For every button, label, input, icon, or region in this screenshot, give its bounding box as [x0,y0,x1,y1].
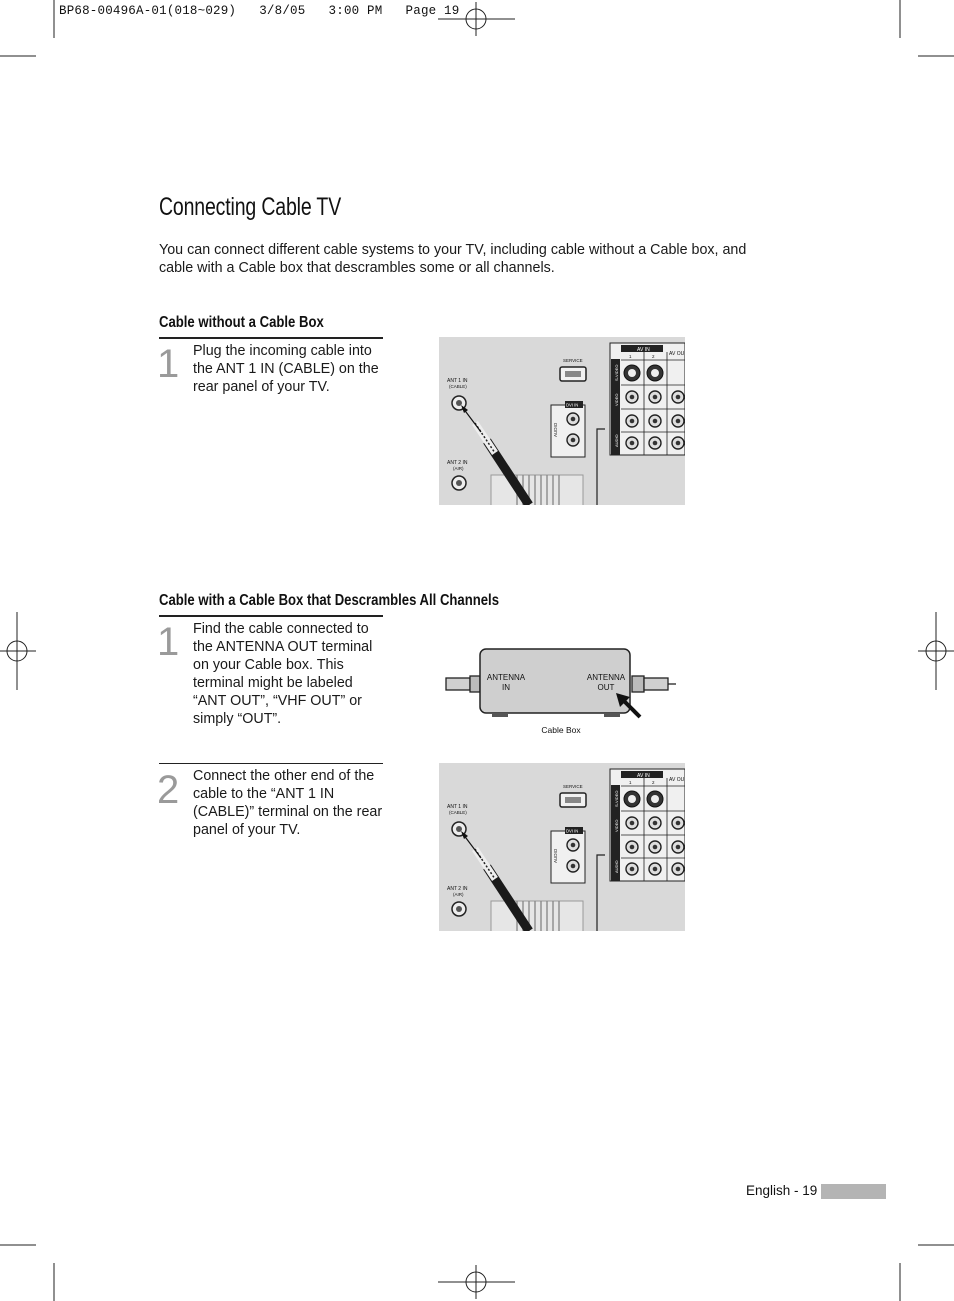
video-label-2: VIDEO [614,819,619,832]
av-out-label-2: AV OU [669,777,685,783]
ant2-label: ANT 2 IN [447,460,468,466]
cable-box-illustration [444,643,680,741]
dvi-in-label-2: DVI IN [566,828,579,834]
av-col1-label: 1 [629,354,632,359]
av-col2-label: 2 [652,354,655,359]
dvi-audio-label-2: AUDIO [553,848,558,863]
ant2-label-2: ANT 2 IN [447,886,468,892]
av-col2-label-2: 2 [652,780,655,785]
tv-rear-panel-illustration-2 [439,763,685,931]
section2-step2-rule [159,763,383,764]
section2-step1-number: 1 [157,620,180,664]
section2-step1-text: Find the cable connected to the ANTENNA OUT terminal on your Cable box. This terminal might be labeled “ANT OUT”, “VHF OUT” or simply “OUT”. [193,621,373,727]
section1-step1-text: Plug the incoming cable into the ANT 1 IN (CABLE) on the rear panel of your TV. [193,343,379,395]
antenna-out-label-line1: ANTENNA [586,673,626,682]
tv-rear-panel-illustration [439,337,685,505]
av-in-label-2: AV IN [637,773,650,779]
av-col1-label-2: 1 [629,780,632,785]
section2-heading: Cable with a Cable Box that Descrambles All Channels [159,592,500,609]
ant1-label: ANT 1 IN [447,378,468,384]
page-title: Connecting Cable TV [159,193,342,221]
dvi-in-label: DVI IN [566,402,579,408]
ant1-cable-label-2: (CABLE) [449,810,467,815]
section1-rule [159,337,383,339]
av-out-label: AV OU [669,351,685,357]
s-video-label-2: S-VIDEO [614,790,619,807]
service-label: SERVICE [563,358,583,363]
antenna-in-label-line2: IN [502,683,510,692]
antenna-in-label-line1: ANTENNA [486,673,526,682]
ant2-air-label: (AIR) [453,466,464,471]
footer-bar [821,1184,886,1199]
video-label: VIDEO [614,393,619,406]
ant1-cable-label: (CABLE) [449,384,467,389]
av-in-label: AV IN [637,347,650,353]
service-label-2: SERVICE [563,784,583,789]
ant1-label-2: ANT 1 IN [447,804,468,810]
section1-heading: Cable without a Cable Box [159,314,324,331]
intro-paragraph: You can connect different cable systems to your TV, including cable without a Cable box, and cable with a Cable box that descrambles some or all channels. [159,242,747,276]
section2-rule [159,615,383,617]
s-video-label: S-VIDEO [614,364,619,381]
section1-step1-number: 1 [157,342,180,386]
ant2-air-label-2: (AIR) [453,892,464,897]
audio-label-2: AUDIO [614,860,619,873]
section2-step2-text: Connect the other end of the cable to the “ANT 1 IN (CABLE)” terminal on the rear panel of your TV. [193,768,383,838]
section2-step2-number: 2 [157,768,180,812]
antenna-out-label-line2: OUT [597,683,615,692]
audio-label: AUDIO [614,434,619,447]
cable-box-caption: Cable Box [541,725,581,735]
print-header: BP68-00496A-01(018~029) 3/8/05 3:00 PM Page 19 [59,4,460,18]
dvi-audio-label: AUDIO [553,422,558,437]
page-number: English - 19 [746,1183,818,1198]
